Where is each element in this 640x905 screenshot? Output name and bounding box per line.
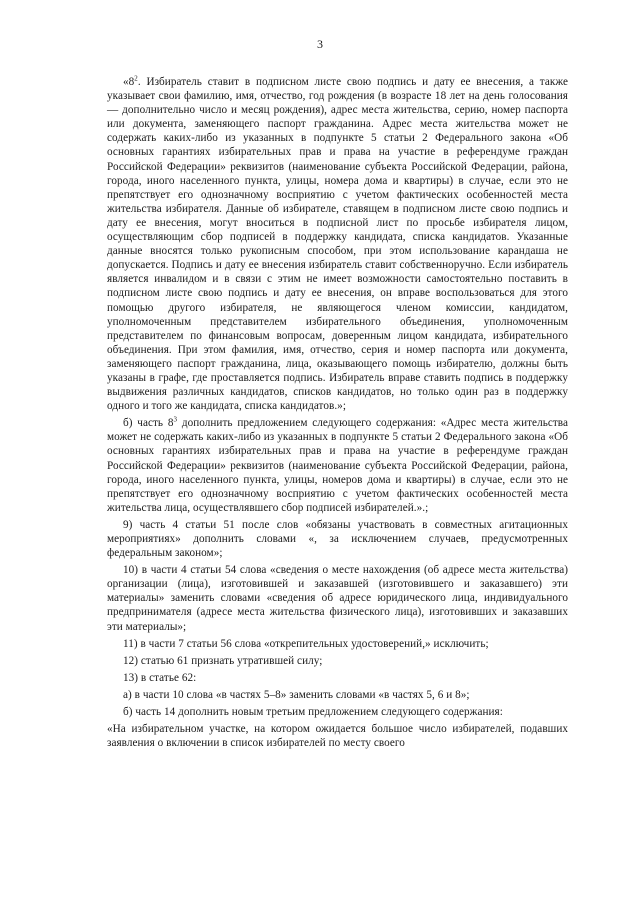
paragraph-article-8-2: «$8^2$. Избиратель ставит в подписном листе свою подпись и дату ее внесения, а также указывает свои фамилию, имя, отчество, год рождения (в возрасте 18 лет на день голосования — дополнительно число и месяц рождения), адрес места жительства, серию, номер паспорта или документа, заменяющего паспорт гражданина. Адрес места жительства может не содержать каких-либо из указанных в подпункте 5 статьи 2 Федерального закона «Об основных гарантиях избирательных прав и права на участие в референдуме граждан Российской Федерации» реквизитов (наименование субъекта Российской Федерации, района, города, иного населенного пункта, улицы, номера дома и квартиры) в случае, если это не препятствует его однозначному восприятию с учетом фактических особенностей места жительства избирателя. Данные об избирателе, ставящем в подписном листе свою подпись и дату ее внесения, могут вноситься в подписной лист по просьбе избирателя лицом, осуществляющим сбор подписей в поддержку кандидата, списка кандидатов. Указанные данные вносятся только рукописным способом, при этом использование карандаша не допускается. Подпись и дату ее внесения избиратель ставит собственноручно. Если избиратель является инвалидом и в связи с этим не имеет возможности самостоятельно поставить в подписном листе свою подпись и дату ее внесения, он вправе воспользоваться для этого помощью другого избирателя, не являющегося членом комиссии, кандидатом, уполномоченным представителем избирательного объединения, уполномоченным представителем по финансовым вопросам, доверенным лицом кандидата, избирательного объединения. При этом фамилия, имя, отчество, серия и номер паспорта или документа, заменяющего паспорт гражданина, лица, оказывающего помощь избирателю, должны быть указаны в графе, где проставляется подпись. Избиратель вправе ставить подпись в поддержку выдвижения различных кандидатов, списков кандидатов, но только один раз в поддержку одного и того же кандидата, списка кандидатов.»; (107, 74, 568, 413)
paragraph-item-10: 10) в части 4 статьи 54 слова «сведения о месте нахождения (об адресе места жительства) организации (лица), изготовившей и заказавшей (изготовившего и заказавшего) эти материалы» заменить словами «сведения об адресе юридического лица, индивидуального предпринимателя (адресе места жительства физического лица), изготовивших и заказавших эти материалы»; (107, 564, 568, 633)
paragraph-item-11: 11) в части 7 статьи 56 слова «открепительных удостоверений,» исключить; (123, 637, 489, 650)
paragraph-item-13-b: б) часть 14 дополнить новым третьим предложением следующего содержания: (123, 706, 503, 719)
page-number: 3 (317, 37, 323, 51)
paragraph-item-12: 12) статью 61 признать утратившей силу; (123, 654, 323, 667)
paragraph-quote-start: «На избирательном участке, на котором ожидается большое число избирателей, подавших заявления о включении в список избирателей по месту своего (107, 723, 568, 750)
paragraph-part-8-3: б) часть $8^3$ дополнить предложением следующего содержания: «Адрес места жительства может не содержать каких-либо из указанных в подпункте 5 статьи 2 Федерального закона «Об основных гарантиях избирательных прав и права на участие в референдуме граждан Российской Федерации» реквизитов (наименование субъекта Российской Федерации, района, города, иного населенного пункта, улицы, номеров дома и квартиры) в случае, если это не препятствует его однозначному восприятию с учетом фактических особенностей места жительства лица, осуществлявшего сбор подписей избирателей.».; (107, 415, 569, 514)
paragraph-item-13: 13) в статье 62: (123, 671, 197, 684)
document-body (107, 75, 568, 750)
paragraph-item-13-a: а) в части 10 слова «в частях 5–8» заменить словами «в частях 5, 6 и 8»; (123, 688, 470, 701)
paragraph-item-9: 9) часть 4 статьи 51 после слов «обязаны участвовать в совместных агитационных мероприятиях» дополнить словами «, за исключением случаев, предусмотренных федеральным законом»; (107, 518, 568, 560)
